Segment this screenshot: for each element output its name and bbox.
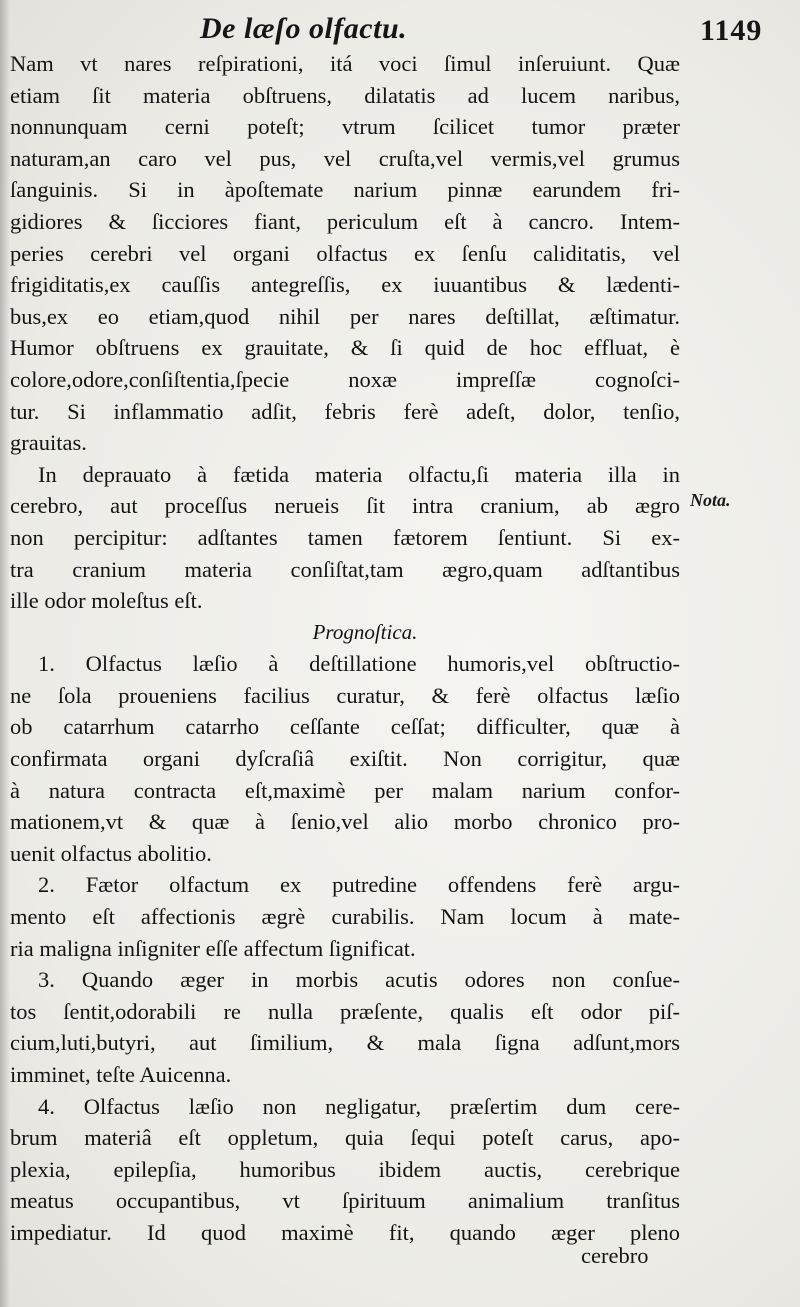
text-line: impediatur. Id quod maximè fit, quando æger pleno	[10, 1219, 680, 1245]
text-line: meatus occupantibus, vt ſpirituum animalium tranſitus	[10, 1188, 680, 1214]
text-line: tos ſentit,odorabili re nulla præſente, qualis eſt odor piſ-	[10, 998, 680, 1024]
text-line: tur. Si inflammatio adſit, febris ferè adeſt, dolor, tenſio,	[10, 398, 680, 424]
text-line: cium,luti,butyri, aut ſimilium, & mala ſigna adſunt,mors	[10, 1030, 680, 1056]
text-line: tra cranium materia conſiſtat,tam ægro,quam adſtantibus	[10, 556, 680, 582]
text-line: bus,ex eo etiam,quod nihil per nares deſtillat, æſtimatur.	[10, 303, 680, 329]
text-line: ne ſola proueniens facilius curatur, & ferè olfactus læſio	[10, 682, 680, 708]
page-number: 1149	[700, 14, 763, 47]
text-line: frigiditatis,ex cauſſis antegreſſis, ex iuuantibus & lædenti-	[10, 272, 680, 298]
running-head: De læſo olfactu.	[200, 12, 408, 45]
page-header	[0, 8, 800, 52]
text-line: ille odor moleſtus eſt.	[10, 588, 203, 614]
text-line: 2. Fætor olfactum ex putredine offendens ferè argu-	[38, 872, 680, 898]
text-line: mationem,vt & quæ à ſenio,vel alio morbo chronico pro-	[10, 809, 680, 835]
text-line: cerebro, aut proceſſus nerueis ſit intra cranium, ab ægro	[10, 493, 680, 519]
text-line: etiam ſit materia obſtruens, dilatatis ad lucem naribus,	[10, 82, 680, 108]
text-line: grauitas.	[10, 430, 87, 456]
text-line: nonnunquam cerni poteſt; vtrum ſcilicet tumor præter	[10, 114, 680, 140]
text-line: uenit olfactus abolitio.	[10, 840, 212, 866]
body-text	[10, 48, 680, 1249]
text-line: 3. Quando æger in morbis acutis odores non conſue-	[38, 967, 680, 993]
text-line: ſanguinis. Si in àpoſtemate narium pinnæ earundem fri-	[10, 177, 680, 203]
text-line: imminet, teſte Auicenna.	[10, 1062, 232, 1087]
text-line: Nam vt nares reſpirationi, itá voci ſimul inſeruiunt. Quæ	[10, 51, 680, 76]
text-line: non percipitur: adſtantes tamen fætorem ſentiunt. Si ex-	[10, 524, 680, 550]
section-heading: Prognoſtica.	[312, 619, 418, 644]
catchword: cerebro	[581, 1243, 649, 1268]
text-line: naturam,an caro vel pus, vel cruſta,vel vermis,vel grumus	[10, 145, 680, 171]
gutter-shadow	[0, 0, 10, 1307]
text-line: brum materiâ eſt oppletum, quia ſequi poteſt carus, apo-	[10, 1125, 680, 1151]
text-line: ob catarrhum catarrho ceſſante ceſſat; difficulter, quæ à	[10, 714, 680, 740]
text-line: plexia, epilepſia, humoribus ibidem auctis, cerebrique	[10, 1156, 680, 1182]
text-line: peries cerebri vel organi olfactus ex ſenſu caliditatis, vel	[10, 240, 680, 266]
text-line: gidiores & ſicciores fiant, periculum eſt à cancro. Intem-	[10, 208, 680, 234]
text-line: à natura contracta eſt,maximè per malam narium confor-	[10, 777, 680, 803]
text-line: In deprauato à fætida materia olfactu,ſi materia illa in	[38, 461, 680, 487]
text-line: colore,odore,conſiſtentia,ſpecie noxæ impreſſæ cognoſci-	[10, 366, 680, 392]
text-line: ria maligna inſigniter eſſe affectum ſignificat.	[10, 935, 416, 961]
text-line: 1. Olfactus læſio à deſtillatione humoris,vel obſtructio-	[38, 651, 680, 677]
text-line: 4. Olfactus læſio non negligatur, præſertim dum cere-	[38, 1093, 680, 1119]
text-line: Humor obſtruens ex grauitate, & ſi quid de hoc effluat, è	[10, 335, 680, 361]
text-line: mento eſt affectionis ægrè curabilis. Nam locum à mate-	[10, 904, 680, 930]
margin-note: Nota.	[690, 490, 731, 510]
text-line: confirmata organi dyſcraſiâ exiſtit. Non corrigitur, quæ	[10, 746, 680, 772]
